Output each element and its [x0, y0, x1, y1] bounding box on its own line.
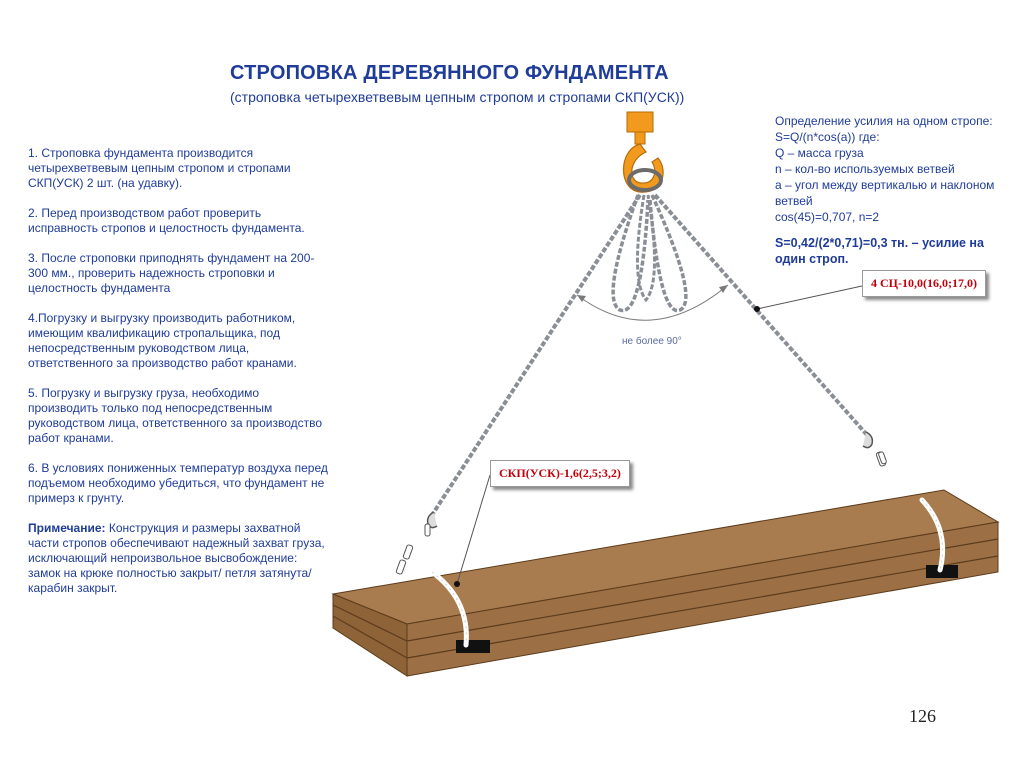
- instruction-item: 4.Погрузку и выгрузку производить работником, имеющим квалификацию стропальщика, под непосредственным руководством лица, ответственного за производство работ кранами.: [28, 311, 297, 370]
- instruction-item: 1. Строповка фундамента производится четырехветвевым цепным стропом и стропами СКП(УСК) 2 шт. (на удавку).: [28, 146, 291, 190]
- calc-line: S=Q/(n*cos(a)) где:: [775, 130, 880, 144]
- chain-end-link: [425, 524, 430, 536]
- instruction-item: 3. После строповки приподнять фундамент на 200-300 мм., проверить надежность строповки и целостность фундамента: [28, 251, 315, 295]
- chain-branch-right: [655, 195, 868, 436]
- calc-line: n – кол-во используемых ветвей: [775, 162, 955, 176]
- calc-result: S=0,42/(2*0,71)=0,3 тн. – усилие на один строп.: [775, 236, 984, 266]
- textile-sling-label: СКП(УСК)-1,6(2,5;3,2): [490, 460, 630, 487]
- hook-block: [627, 112, 653, 132]
- sling-loop-end: [403, 544, 413, 559]
- hook-shank: [635, 132, 645, 144]
- page-title: СТРОПОВКА ДЕРЕВЯННОГО ФУНДАМЕНТА: [230, 62, 669, 84]
- instruction-item: 6. В условиях пониженных температур воздуха перед подъемом необходимо убедиться, что фундамент не примерз к грунту.: [28, 461, 328, 505]
- angle-label: не более 90°: [622, 336, 682, 347]
- leader-line-chain: [757, 286, 862, 309]
- leader-dot: [754, 306, 760, 312]
- calc-line: Определение усилия на одном стропе:: [775, 114, 993, 128]
- calc-line: cos(45)=0,707, n=2: [775, 210, 880, 224]
- leader-dot: [454, 581, 460, 587]
- sling-loop-end: [396, 559, 406, 574]
- calc-line: a – угол между вертикалью и наклоном ветвей: [775, 178, 995, 208]
- crane-hook-icon: [624, 112, 664, 192]
- instruction-item: 2. Перед производством работ проверить исправность стропов и целостность фундамента.: [28, 206, 305, 235]
- chain-sling-label: 4 СЦ-10,0(16,0;17,0): [862, 270, 986, 297]
- calc-line: Q – масса груза: [775, 146, 864, 160]
- angle-arc: [577, 285, 728, 320]
- instruction-item: 5. Погрузку и выгрузку груза, необходимо производить только под непосредственным руководством лица, ответственного за производство работ кранами.: [28, 386, 323, 445]
- sling-pad: [456, 640, 490, 653]
- angle-arrow-icon: [719, 285, 728, 293]
- page-subtitle: (строповка четырехветвевым цепным стропом и стропами СКП(УСК)): [230, 89, 685, 105]
- note-text: Конструкция и размеры захватной части стропов обеспечивают надежный захват груза, исключающий непроизвольное высвобождение: замок на крюке полностью закрыт/ петля затянута/ карабин закрыт.: [28, 521, 325, 595]
- note-heading: Примечание:: [28, 521, 106, 535]
- page-number: 126: [909, 706, 936, 726]
